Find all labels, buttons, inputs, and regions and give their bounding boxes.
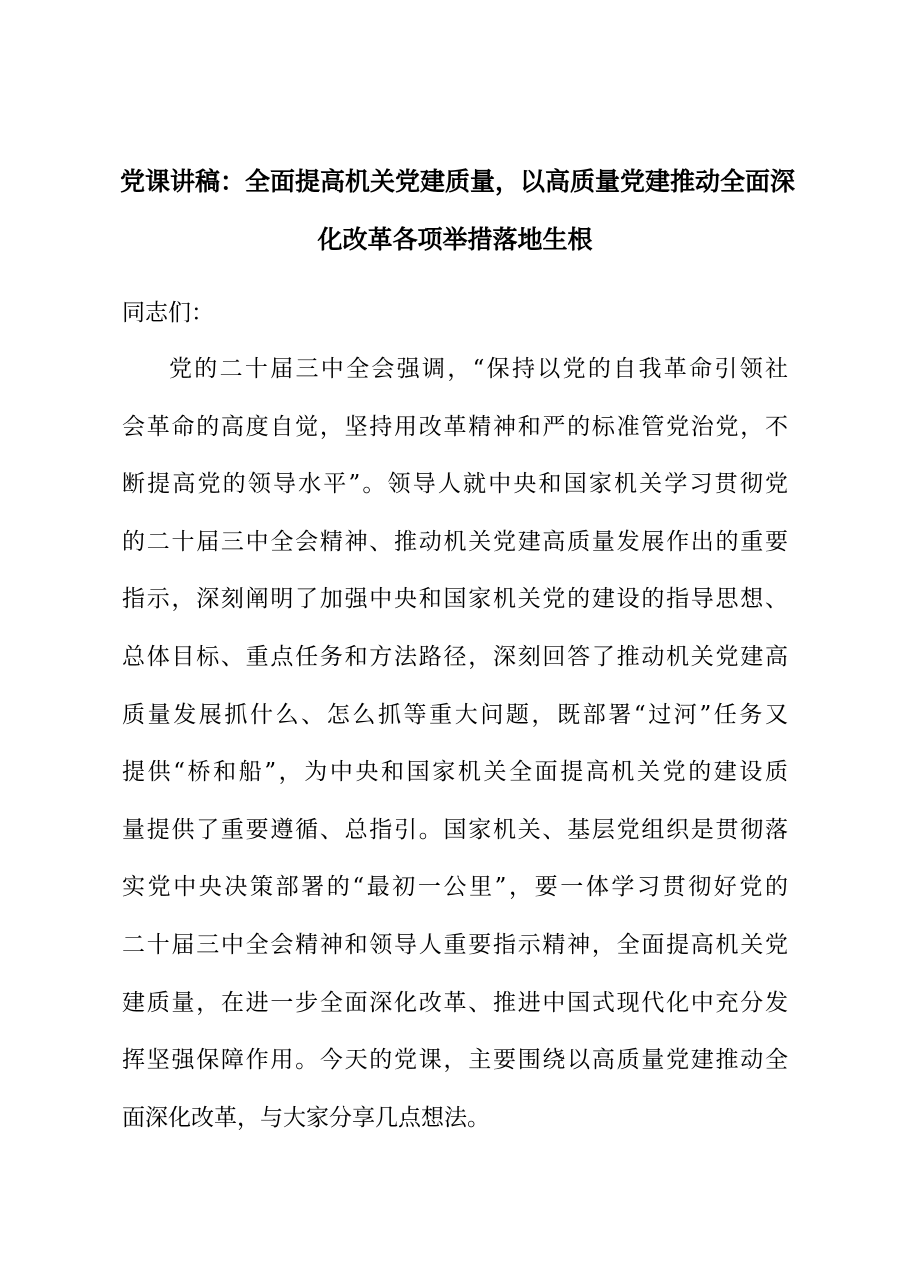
salutation: 同志们： — [122, 300, 214, 326]
paragraph-line: 会革命的高度自觉，坚持用改革精神和严的标准管党治党，不 — [122, 413, 788, 440]
paragraph-line: 实党中央决策部署的“最初一公里”，要一体学习贯彻好党的 — [122, 874, 788, 901]
title-line-1: 党课讲稿：全面提高机关党建质量，以高质量党建推动全面深 — [120, 167, 796, 196]
paragraph-line: 量提供了重要遵循、总指引。国家机关、基层党组织是贯彻落 — [122, 816, 788, 843]
document-title — [120, 153, 796, 269]
paragraph-line: 质量发展抓什么、怎么抓等重大问题，既部署“过河”任务又 — [122, 701, 788, 728]
paragraph-line: 指示，深刻阐明了加强中央和国家机关党的建设的指导思想、 — [122, 586, 788, 613]
paragraph-line: 提供“桥和船”，为中央和国家机关全面提高机关党的建设质 — [122, 759, 788, 786]
paragraph-line: 党的二十届三中全会强调，“保持以党的自我革命引领社 — [169, 356, 788, 382]
paragraph-line: 断提高党的领导水平”。领导人就中央和国家机关学习贯彻党 — [122, 471, 788, 498]
paragraph-line: 二十届三中全会精神和领导人重要指示精神，全面提高机关党 — [122, 931, 788, 958]
paragraph-line: 建质量，在进一步全面深化改革、推进中国式现代化中充分发 — [122, 989, 788, 1016]
body-paragraph — [122, 349, 788, 1155]
paragraph-line: 总体目标、重点任务和方法路径，深刻回答了推动机关党建高 — [122, 643, 788, 670]
paragraph-line: 的二十届三中全会精神、推动机关党建高质量发展作出的重要 — [122, 528, 788, 555]
paragraph-line: 面深化改革，与大家分享几点想法。 — [122, 1104, 490, 1131]
title-line-2: 化改革各项举措落地生根 — [317, 225, 593, 254]
paragraph-line: 挥坚强保障作用。今天的党课，主要围绕以高质量党建推动全 — [122, 1047, 788, 1074]
